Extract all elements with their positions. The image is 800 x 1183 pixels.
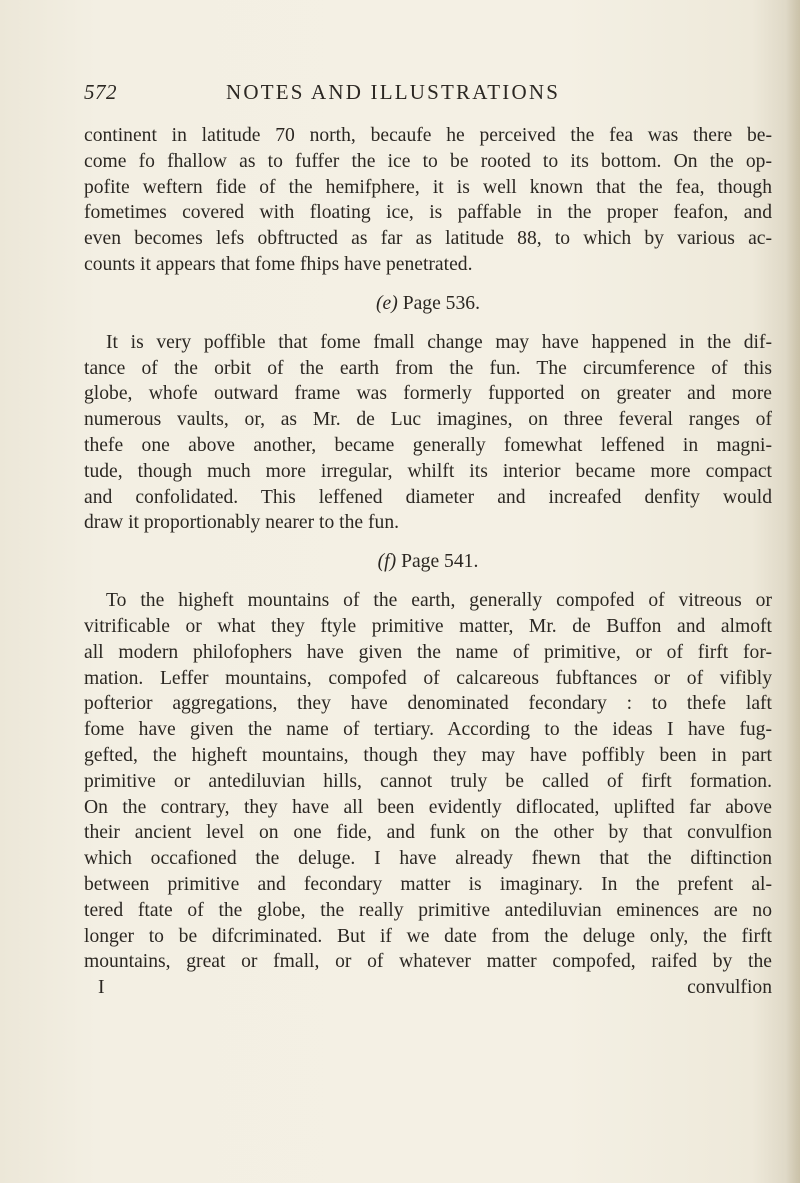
text-line: mation. Leffer mountains, compofed of calcareous fubftances or of vifibly: [84, 667, 772, 689]
text-line: globe, whofe outward frame was formerly fupported on greater and more: [84, 383, 772, 405]
text-line: come fo fhallow as to fuffer the ice to be rooted to its bottom. On the op-: [84, 150, 772, 172]
text-line: thefe one above another, became generally fomewhat leffened in magni-: [84, 434, 772, 456]
text-line: tance of the orbit of the earth from the fun. The circumference of this: [84, 357, 772, 379]
text-line: even becomes lefs obftructed as far as latitude 88, to which by various ac-: [84, 228, 772, 250]
text-line: between primitive and fecondary matter is imaginary. In the prefent al-: [84, 873, 772, 895]
text-line: It is very poffible that fome fmall change may have happened in the dif-: [106, 331, 772, 353]
text-line: their ancient level on one fide, and funk on the other by that convulfion: [84, 822, 772, 844]
text-line: On the contrary, they have all been evidently diflocated, uplifted far above: [84, 796, 772, 818]
note-heading-f: [84, 536, 772, 588]
text-line: pofterior aggregations, they have denominated fecondary : to thefe laft: [84, 693, 772, 715]
text-line: fometimes covered with floating ice, is paffable in the proper feafon, and: [84, 202, 772, 224]
text-line: numerous vaults, or, as Mr. de Luc imagines, on three feveral ranges of: [84, 409, 772, 431]
running-title: NOTES AND ILLUSTRATIONS: [226, 80, 561, 104]
text-line: all modern philofophers have given the name of primitive, or of firft for-: [84, 641, 772, 663]
text-line: counts it appears that fome fhips have penetrated.: [84, 253, 473, 275]
page-number: 572: [84, 80, 117, 104]
page-edge-shadow: [786, 0, 800, 1183]
text-line: draw it proportionably nearer to the fun.: [84, 512, 400, 534]
text-line: vitrificable or what they ftyle primitive matter, Mr. de Buffon and almoft: [84, 615, 772, 637]
note-heading-e: [84, 278, 772, 330]
text-line: which occafioned the deluge. I have already fhewn that the diftinction: [84, 848, 772, 870]
text-line: tered ftate of the globe, the really primitive antediluvian eminences are no: [84, 899, 772, 921]
text-line: continent in latitude 70 north, becaufe he perceived the fea was there be-: [84, 125, 772, 146]
text-line: primitive or antediluvian hills, cannot truly be called of firft formation.: [84, 770, 772, 792]
text-line: mountains, great or fmall, or of whatever matter compofed, raifed by the: [84, 951, 772, 973]
note-page-ref: Page 536.: [402, 292, 480, 314]
text-line: To the higheft mountains of the earth, generally compofed of vitreous or: [106, 590, 772, 612]
catchword: convulfion: [687, 977, 772, 999]
text-line: tude, though much more irregular, whilft its interior became more compact: [84, 460, 772, 482]
note-marker: (f): [377, 551, 397, 573]
paragraph-1: [84, 123, 772, 278]
text-line: pofite weftern fide of the hemifphere, it is well known that the fea, though: [84, 176, 772, 198]
note-page-ref: Page 541.: [401, 551, 479, 573]
body-text: [84, 123, 772, 1001]
signature-mark: I: [98, 977, 105, 999]
paragraph-3: [84, 588, 772, 975]
paragraph-2: [84, 330, 772, 536]
text-line: longer to be difcriminated. But if we date from the deluge only, the firft: [84, 925, 772, 947]
page-header: [84, 80, 774, 110]
text-line: and confolidated. This leffened diameter and increafed denfity would: [84, 486, 772, 508]
page-footer: [84, 975, 772, 1001]
text-line: gefted, the higheft mountains, though they may have poffibly been in part: [84, 744, 772, 766]
note-marker: (e): [376, 292, 398, 314]
text-line: fome have given the name of tertiary. According to the ideas I have fug-: [84, 719, 772, 741]
